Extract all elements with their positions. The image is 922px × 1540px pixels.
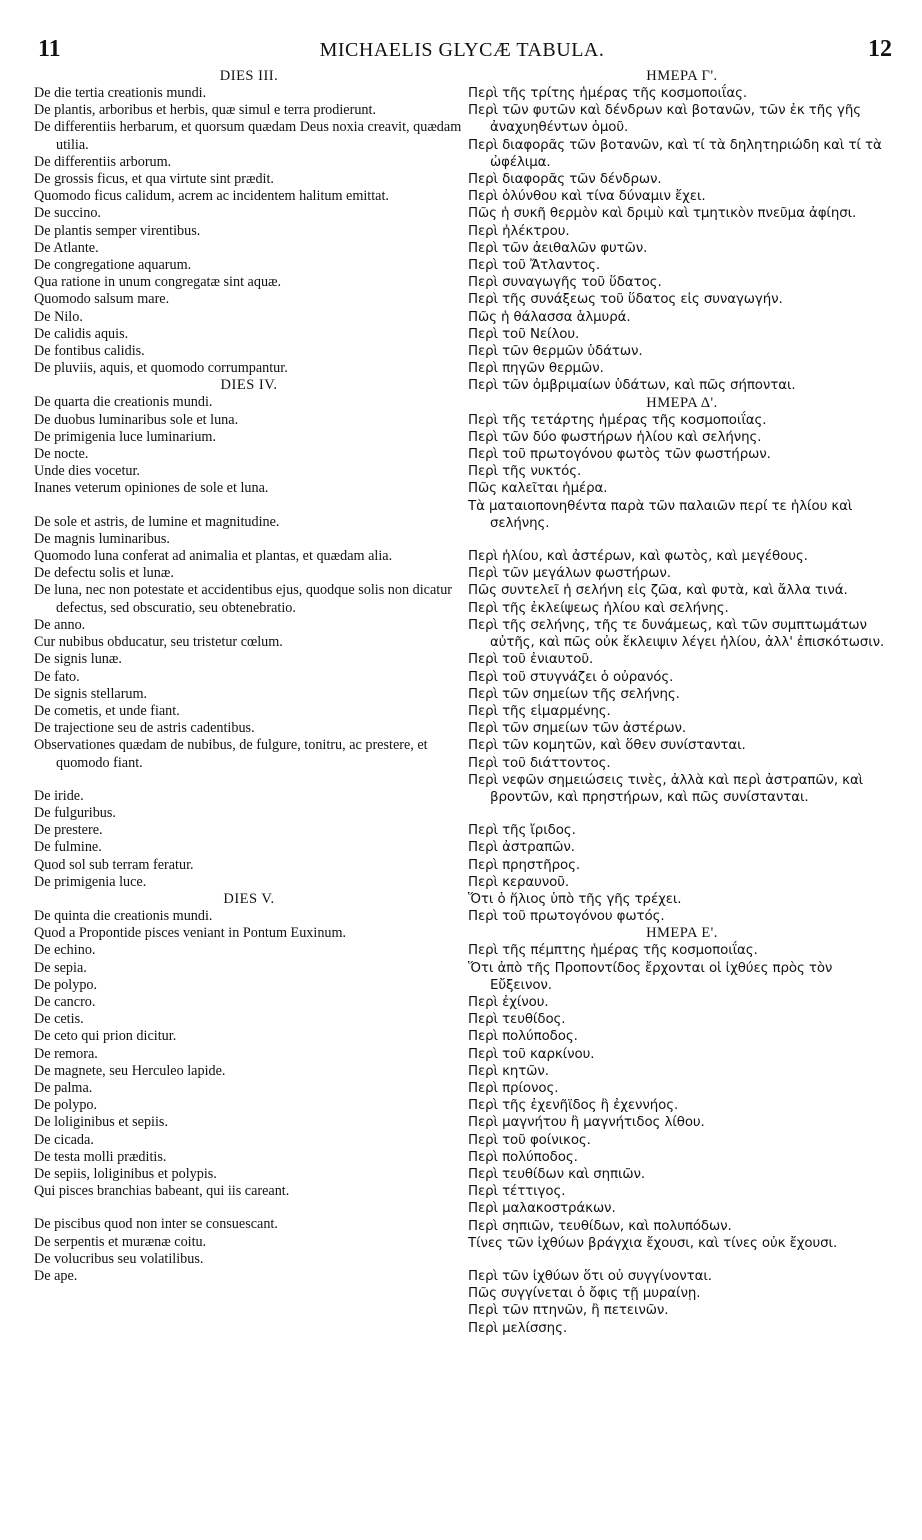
greek-hemera-5-list-a bbox=[468, 942, 896, 1252]
spacer bbox=[468, 532, 896, 548]
index-entry: De cometis, et unde fiant. bbox=[34, 702, 180, 719]
latin-dies-4-list-a bbox=[34, 394, 464, 497]
greek-hemera-5-list-b bbox=[468, 1268, 896, 1337]
index-entry: Cur nubibus obducatur, seu tristetur cœlum. bbox=[34, 634, 283, 651]
index-entry: Πῶς ἡ συκῆ θερμὸν καὶ δριμὺ καὶ τμητικὸν πνεῦμα ἀφίησι. bbox=[468, 206, 857, 222]
index-entry: De cetis. bbox=[34, 1011, 84, 1028]
index-entry: De pluviis, aquis, et quomodo corrumpantur. bbox=[34, 360, 288, 377]
index-entry: Περὶ κεραυνοῦ. bbox=[468, 874, 570, 890]
index-entry: De cancro. bbox=[34, 993, 96, 1010]
index-entry: Περὶ τευθίδων καὶ σηπιῶν. bbox=[468, 1166, 646, 1182]
latin-dies-4-list-b bbox=[34, 514, 464, 772]
index-entry: De Atlante. bbox=[34, 239, 99, 256]
index-entry: De magnete, seu Herculeo lapide. bbox=[34, 1062, 226, 1079]
index-entry: De magnis luminaribus. bbox=[34, 530, 170, 547]
index-entry: Περὶ σηπιῶν, τευθίδων, καὶ πολυπόδων. bbox=[468, 1218, 732, 1234]
index-entry: Πῶς ἡ θάλασσα ἁλμυρά. bbox=[468, 309, 631, 325]
index-entry: De ape. bbox=[34, 1268, 78, 1284]
section-title-hemera-5: ΗΜΕΡΑ Ε'. bbox=[646, 925, 718, 942]
index-entry: Περὶ νεφῶν σημειώσεις τινὲς, ἀλλὰ καὶ περὶ ἀστραπῶν, καὶ βροντῶν, καὶ πρηστήρων, καὶ πῶς συνίστανται. bbox=[468, 772, 864, 805]
index-entry: De remora. bbox=[34, 1045, 98, 1062]
index-entry: Περὶ τῶν κομητῶν, καὶ ὅθεν συνίστανται. bbox=[468, 738, 746, 754]
index-entry: De volucribus seu volatilibus. bbox=[34, 1250, 204, 1267]
index-entry: Περὶ τοῦ καρκίνου. bbox=[468, 1046, 595, 1062]
spacer bbox=[468, 806, 896, 822]
index-entry: Περὶ ἡλίου, καὶ ἀστέρων, καὶ φωτὸς, καὶ μεγέθους. bbox=[468, 549, 808, 565]
index-entry: De calidis aquis. bbox=[34, 325, 129, 342]
spacer bbox=[34, 772, 464, 788]
index-entry: Περὶ συναγωγῆς τοῦ ὕδατος. bbox=[468, 275, 662, 291]
index-entry: De defectu solis et lunæ. bbox=[34, 565, 174, 582]
index-entry: Ὅτι ὁ ἥλιος ὑπὸ τῆς γῆς τρέχει. bbox=[468, 891, 682, 907]
index-entry: De fulguribus. bbox=[34, 804, 116, 821]
page-header bbox=[32, 36, 892, 68]
index-entry: Περὶ πηγῶν θερμῶν. bbox=[468, 361, 604, 377]
index-entry: Περὶ τῆς νυκτός. bbox=[468, 464, 582, 480]
index-entry: De prestere. bbox=[34, 822, 103, 839]
index-entry: De iride. bbox=[34, 787, 84, 804]
index-entry: Περὶ μελίσσης. bbox=[468, 1320, 567, 1336]
section-title-hemera-4: ΗΜΕΡΑ Δ'. bbox=[646, 394, 718, 411]
index-entry: Περὶ τῶν θερμῶν ὑδάτων. bbox=[468, 344, 643, 360]
index-entry: De sepia. bbox=[34, 959, 87, 976]
index-entry: Περὶ τῆς σελήνης, τῆς τε δυνάμεως, καὶ τῶν συμπτωμάτων αὐτῆς, καὶ πῶς οὐκ ἔκλειψιν λέγει ἡλίου, ἀλλ' ἐπισκότωσιν. bbox=[468, 617, 885, 651]
index-entry: Quomodo salsum mare. bbox=[34, 291, 170, 308]
index-entry: De duobus luminaribus sole et luna. bbox=[34, 411, 239, 428]
page-number-right: 12 bbox=[868, 36, 892, 62]
latin-column bbox=[34, 68, 464, 1285]
index-entry: Πῶς συντελεῖ ἡ σελήνη εἰς ζῶα, καὶ φυτὰ, καὶ ἄλλα τινά. bbox=[468, 583, 848, 599]
greek-hemera-3-list bbox=[468, 85, 896, 395]
spacer bbox=[34, 498, 464, 514]
index-entry: De polypo. bbox=[34, 976, 98, 993]
greek-hemera-4-list-b bbox=[468, 548, 896, 806]
index-entry: Τίνες τῶν ἰχθύων βράγχια ἔχουσι, καὶ τίνες οὐκ ἔχουσι. bbox=[468, 1235, 838, 1251]
index-entry: Περὶ διαφορᾶς τῶν βοτανῶν, καὶ τί τὰ δηλητηριώδη καὶ τί τὰ ὠφέλιμα. bbox=[468, 137, 882, 170]
index-entry: Περὶ τῶν ὀμβριμαίων ὑδάτων, καὶ πῶς σήπονται. bbox=[468, 378, 796, 394]
section-title-hemera-3: ΗΜΕΡΑ Γ'. bbox=[646, 68, 718, 84]
index-entry: Quod a Propontide pisces veniant in Pontum Euxinum. bbox=[34, 925, 347, 942]
index-entry: De grossis ficus, et qua virtute sint prædit. bbox=[34, 171, 274, 188]
index-entry: Περὶ τῶν ἰχθύων ὅτι οὐ συγγίνονται. bbox=[468, 1269, 712, 1284]
index-entry: De serpentis et murænæ coitu. bbox=[34, 1233, 207, 1250]
index-entry: Περὶ τοῦ ἐνιαυτοῦ. bbox=[468, 652, 594, 668]
index-entry: Περὶ πολύποδος. bbox=[468, 1149, 578, 1165]
index-entry: De testa molli præditis. bbox=[34, 1148, 167, 1165]
index-entry: Περὶ τῆς τετάρτης ἡμέρας τῆς κοσμοποιΐας. bbox=[468, 412, 767, 428]
spacer bbox=[34, 1200, 464, 1216]
index-entry: Περὶ τοῦ διάττοντος. bbox=[468, 755, 611, 771]
greek-column bbox=[468, 68, 896, 1337]
latin-dies-5-list-b bbox=[34, 1216, 464, 1285]
index-entry: De plantis, arboribus et herbis, quæ simul e terra prodierunt. bbox=[34, 102, 376, 119]
index-entry: Περὶ τοῦ πρωτογόνου φωτὸς τῶν φωστήρων. bbox=[468, 447, 771, 463]
index-entry: De Nilo. bbox=[34, 308, 83, 325]
index-entry: De trajectione seu de astris cadentibus. bbox=[34, 720, 255, 737]
latin-dies-5-list-a bbox=[34, 908, 464, 1200]
index-entry: De piscibus quod non inter se consuescant. bbox=[34, 1216, 278, 1233]
index-entry: De echino. bbox=[34, 942, 96, 959]
index-entry: Περὶ ὀλύνθου καὶ τίνα δύναμιν ἔχει. bbox=[468, 189, 706, 205]
index-entry: Quomodo ficus calidum, acrem ac incidentem halitum emittat. bbox=[34, 188, 389, 205]
index-entry: De succino. bbox=[34, 205, 101, 222]
index-entry: Observationes quædam de nubibus, de fulgure, tonitru, ac prestere, et quomodo fiant. bbox=[34, 737, 428, 771]
page-number-left: 11 bbox=[38, 36, 61, 62]
index-entry: Περὶ τῆς συνάξεως τοῦ ὕδατος εἰς συναγωγήν. bbox=[468, 292, 783, 308]
index-entry: Περὶ τοῦ στυγνάζει ὁ οὐρανός. bbox=[468, 669, 674, 685]
index-entry: Περὶ μαγνήτου ἢ μαγνήτιδος λίθου. bbox=[468, 1115, 705, 1131]
index-entry: De congregatione aquarum. bbox=[34, 257, 192, 274]
index-entry: Περὶ τοῦ φοίνικος. bbox=[468, 1132, 591, 1148]
index-entry: Περὶ τῆς πέμπτης ἡμέρας τῆς κοσμοποιΐας. bbox=[468, 943, 758, 959]
section-title-dies-5: DIES V. bbox=[223, 890, 275, 907]
index-entry: De differentiis arborum. bbox=[34, 153, 172, 170]
index-entry: De primigenia luce luminarium. bbox=[34, 428, 217, 445]
index-entry: Περὶ τευθίδος. bbox=[468, 1012, 566, 1028]
index-entry: Περὶ τῶν μεγάλων φωστήρων. bbox=[468, 566, 671, 582]
index-entry: Πῶς καλεῖται ἡμέρα. bbox=[468, 481, 608, 497]
index-entry: Περὶ ἀστραπῶν. bbox=[468, 840, 575, 856]
index-entry: Quod sol sub terram feratur. bbox=[34, 856, 194, 873]
index-entry: De signis lunæ. bbox=[34, 651, 122, 668]
index-entry: Περὶ τῶν ἀειθαλῶν φυτῶν. bbox=[468, 240, 648, 256]
index-entry: De fato. bbox=[34, 668, 80, 685]
index-entry: Quomodo luna conferat ad animalia et plantas, et quædam alia. bbox=[34, 548, 393, 565]
index-entry: Περὶ τῶν δύο φωστήρων ἡλίου καὶ σελήνης. bbox=[468, 429, 762, 445]
index-entry: Περὶ τέττιγος. bbox=[468, 1184, 566, 1200]
index-entry: De polypo. bbox=[34, 1097, 98, 1114]
index-entry: De anno. bbox=[34, 616, 86, 633]
index-entry: Inanes veterum opiniones de sole et luna. bbox=[34, 480, 269, 497]
index-entry: Περὶ τῶν φυτῶν καὶ δένδρων καὶ βοτανῶν, τῶν ἐκ τῆς γῆς ἀναχυηθέντων ὁμοῦ. bbox=[468, 103, 862, 136]
index-entry: De signis stellarum. bbox=[34, 685, 148, 702]
latin-dies-4-list-c bbox=[34, 788, 464, 891]
index-entry: Qui pisces branchias babeant, qui iis careant. bbox=[34, 1183, 290, 1200]
index-entry: Περὶ μαλακοστράκων. bbox=[468, 1201, 616, 1217]
index-entry: Περὶ τῶν πτηνῶν, ἢ πετεινῶν. bbox=[468, 1303, 669, 1319]
index-entry: De differentiis herbarum, et quorsum quædam Deus noxia creavit, quædam utilia. bbox=[34, 119, 462, 153]
latin-dies-3-list bbox=[34, 85, 464, 377]
index-entry: Περὶ τῆς ἴριδος. bbox=[468, 823, 576, 839]
index-entry: Περὶ πρίονος. bbox=[468, 1080, 559, 1096]
index-entry: Περὶ ἐχίνου. bbox=[468, 994, 549, 1010]
index-entry: Περὶ τῆς εἱμαρμένης. bbox=[468, 703, 611, 719]
index-entry: Περὶ τῆς ἐχενῆϊδος ἢ ἐχεννήος. bbox=[468, 1098, 679, 1114]
index-entry: De fontibus calidis. bbox=[34, 343, 145, 360]
index-entry: De nocte. bbox=[34, 446, 89, 463]
running-title: MICHAELIS GLYCÆ TABULA. bbox=[319, 39, 605, 61]
section-title-dies-4: DIES IV. bbox=[220, 377, 278, 394]
index-entry: Περὶ τοῦ Ἄτλαντος. bbox=[468, 258, 601, 274]
index-entry: Περὶ τῶν σημείων τῶν ἀστέρων. bbox=[468, 721, 686, 737]
index-entry: De sole et astris, de lumine et magnitudine. bbox=[34, 513, 280, 530]
index-entry: Περὶ τῶν σημείων τῆς σελήνης. bbox=[468, 686, 680, 702]
index-entry: De luna, nec non potestate et accidentibus ejus, quodque solis non dicatur defectus, sed obscuratio, seu obtenebratio. bbox=[34, 582, 453, 616]
greek-hemera-4-list-c bbox=[468, 822, 896, 925]
greek-hemera-4-list-a bbox=[468, 412, 896, 532]
index-entry: Unde dies vocetur. bbox=[34, 463, 140, 480]
index-entry: De quarta die creationis mundi. bbox=[34, 394, 213, 411]
index-entry: Περὶ τοῦ Νείλου. bbox=[468, 326, 580, 342]
spacer bbox=[468, 1252, 896, 1268]
index-entry: De palma. bbox=[34, 1079, 93, 1096]
index-entry: Περὶ ἠλέκτρου. bbox=[468, 223, 570, 239]
index-entry: De cicada. bbox=[34, 1131, 94, 1148]
index-entry: De plantis semper virentibus. bbox=[34, 222, 201, 239]
index-entry: Τὰ ματαιοπονηθέντα παρὰ τῶν παλαιῶν περί τε ἡλίου καὶ σελήνης. bbox=[468, 498, 853, 531]
index-entry: De die tertia creationis mundi. bbox=[34, 85, 207, 101]
index-entry: Περὶ πολύποδος. bbox=[468, 1029, 578, 1045]
index-entry: De ceto qui prion dicitur. bbox=[34, 1028, 177, 1045]
index-entry: Πῶς συγγίνεται ὁ ὄφις τῇ μυραίνῃ. bbox=[468, 1286, 701, 1302]
index-entry: Περὶ τῆς ἐκλείψεως ἡλίου καὶ σελήνης. bbox=[468, 600, 729, 616]
index-entry: De loliginibus et sepiis. bbox=[34, 1114, 168, 1131]
index-entry: De primigenia luce. bbox=[34, 873, 147, 890]
section-title-dies-3: DIES III. bbox=[219, 68, 279, 84]
index-entry: Περὶ διαφορᾶς τῶν δένδρων. bbox=[468, 172, 662, 188]
index-entry: Qua ratione in unum congregatæ sint aquæ. bbox=[34, 274, 282, 291]
index-entry: Περὶ τῆς τρίτης ἡμέρας τῆς κοσμοποιΐας. bbox=[468, 86, 748, 101]
index-entry: De quinta die creationis mundi. bbox=[34, 907, 213, 924]
index-entry: Ὅτι ἀπὸ τῆς Προποντίδος ἔρχονται οἱ ἰχθύες πρὸς τὸν Εὔξεινον. bbox=[468, 960, 833, 993]
index-entry: Περὶ κητῶν. bbox=[468, 1063, 549, 1079]
index-entry: Περὶ τοῦ πρωτογόνου φωτός. bbox=[468, 909, 665, 925]
index-entry: Περὶ πρηστῆρος. bbox=[468, 857, 580, 873]
index-entry: De fulmine. bbox=[34, 839, 102, 856]
index-entry: De sepiis, loliginibus et polypis. bbox=[34, 1165, 217, 1182]
